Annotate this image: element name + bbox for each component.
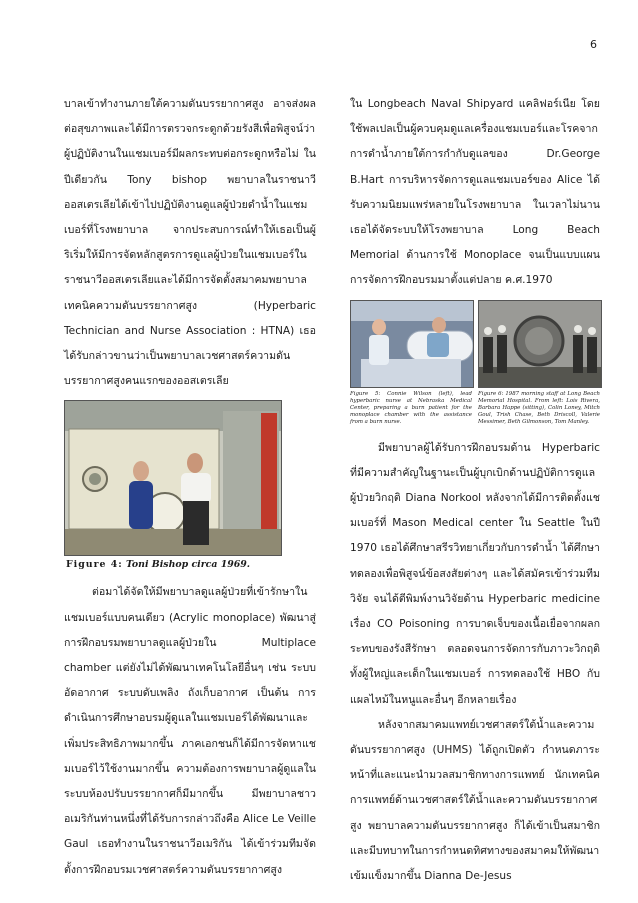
left-column xyxy=(64,92,316,883)
burn-patient-photo-image xyxy=(351,301,473,387)
staff-group-photo-image xyxy=(479,301,601,387)
figure-6-photo xyxy=(478,300,602,388)
figure-4-photo xyxy=(64,400,282,556)
figure-6 xyxy=(478,300,600,426)
right-paragraph-3: หลังจากสมาคมแพทย์เวชศาสตร์ใต้น้ำและความดันบรรยากาศสูง (UHMS) ได้ถูกเปิดตัว กำหนดภาระหน้าที่และแนะนำมวลสมาชิกทางการแพทย์ นักเทคนิคการแพทย์ด้านเวชศาสตร์ใต้น้ำและความดันบรรยากาศสูง พยาบาลความดันบรรยากาศสูง ก็ได้เข้าเป็นสมาชิกและมีบทบาทในการกำหนดทิศทางของสมาคมให้พัฒนาเข้มแข็งมากขึ้น Dianna De-Jesus xyxy=(350,718,600,883)
page-number: 6 xyxy=(590,38,597,51)
figure-row xyxy=(350,300,600,426)
figure-6-caption: Figure 6: 1987 morning staff at Long Beach Memorial Hospital. From left: Lois Rivera, Barbara Happe (sitting), Colin Loney, Mitch Goul, Trish Chase, Beth Driscoll, Valerie Messimer, Beth Gilmonson, Tom Manley. xyxy=(478,390,600,425)
right-paragraph-2: มีพยาบาลผู้ได้รับการฝึกอบรมด้าน Hyperbaric ที่มีความสำคัญในฐานะเป็นผู้บุกเบิกด้านปฏิบัติการดูแลผู้ป่วยวิกฤติ Diana Norkool หลังจากได้มีการติดตั้งแชมเบอร์ที่ Mason Medical center ใน Seattle ในปี 1970 เธอได้ศึกษาสรีรวิทยาเกี่ยวกับการดำน้ำ ได้ศึกษาทดลองเพื่อพิสูจน์ข้อสงสัยต่างๆ และได้สมัครเข้าร่วมทีมวิจัย จนได้ตีพิมพ์งานวิจัยด้าน Hyperbaric medicine เรื่อง CO Poisoning การบาดเจ็บของเนื้อเยื่อจากผลกระทบของรังสีรักษา ตลอดจนการจัดการกับภาวะวิกฤติทั้งผู้ใหญ่และเด็กในแชมเบอร์ การทดลองใช้ HBO กับแผลไหม้ในหนูและอื่นๆ อีกหลายเรื่อง xyxy=(350,441,600,706)
left-paragraph-1: บาลเข้าทำงานภายใต้ความดันบรรยากาศสูง อาจส่งผลต่อสุขภาพและได้มีการตรวจกระดูกด้วยรังสีเพื่อพิสูจน์ว่าผู้ปฏิบัติงานในแชมเบอร์มีผลกระทบต่อกระดูกหรือไม่ ในปีเดียวกัน Tony bishop พยาบาลในราชนาวีออสเตรเลียได้เข้าไปปฏิบัติงานดูแลผู้ป่วยดำน้ำในแชมเบอร์ที่โรงพยาบาล จากประสบการณ์ทำให้เธอเป็นผู้ริเริ่มให้มีการจัดหลักสูตรการดูแลผู้ป่วยในแชมเบอร์ในราชนาวีออสเตรเลียและได้มีการจัดตั้งสมาคมพยาบาลเทคนิคความดันบรรยากาศสูง (Hyperbaric Technician and Nurse Association : HTNA) เธอได้รับกล่าวขานว่าเป็นพยาบาลเวชศาสตร์ความดันบรรยากาศสูงคนแรกของออสเตรเลีย xyxy=(64,98,316,388)
figure-4-caption-text: Toni Bishop circa 1969. xyxy=(126,559,251,571)
chamber-photo-image xyxy=(65,401,281,555)
figure-5-photo xyxy=(350,300,474,388)
figure-5 xyxy=(350,300,472,426)
figure-4 xyxy=(64,400,316,572)
right-paragraph-1: ใน Longbeach Naval Shipyard แคลิฟอร์เนีย โดยใช้พลเปลเป็นผู้ควบคุมดูแลเครื่องแชมเบอร์และโรคจากการดำน้ำภายใต้การกำกับดูแลของ Dr.George B.Hart การบริหารจัดการดูแลแชมเบอร์ของ Alice ได้รับความนิยมแพร่หลายในโรงพยาบาล ในเวลาไม่นานเธอได้จัดระบบให้โรงพยาบาล Long Beach Memorial ด้านการใช้ Monoplace จนเป็นแบบแผนการจัดการฝึกอบรมมาตั้งแต่ปลาย ค.ศ.1970 xyxy=(350,98,600,287)
figure-5-caption: Figure 5: Connie Wilson (left), lead hyperbaric nurse at Nebraska Medical Center, preparing a burn patient for the monoplace chamber with the assistance from a burn nurse. xyxy=(350,390,472,425)
right-column xyxy=(350,92,600,889)
left-paragraph-2: ต่อมาได้จัดให้มีพยาบาลดูแลผู้ป่วยที่เข้ารักษาในแชมเบอร์แบบคนเดียว (Acrylic monoplace) พัฒนาสู่การฝึกอบรมพยาบาลดูแลผู้ป่วยใน Multiplace chamber แต่ยังไม่ได้พัฒนาเทคโนโลยีอื่นๆ เช่น ระบบอัดอากาศ ระบบดับเพลิง ถังเก็บอากาศ เป็นต้น การดำเนินการศึกษาอบรมผู้ดูแลในแชมเบอร์ได้พัฒนาและเพิ่มประสิทธิภาพมากขึ้น ภาคเอกชนก็ได้มีการจัดหาแชมเบอร์ไว้ใช้งานมากขึ้น ความต้องการพยาบาลผู้ดูแลในระบบห้องปรับบรรยากาศก็มีมากขึ้น มีพยาบาลชาวอเมริกันท่านหนึ่งที่ได้รับการกล่าวถึงคือ Alice Le Veille Gaul เธอทำงานในราชนาวีอเมริกัน ได้เข้าร่วมทีมจัดตั้งการฝึกอบรมเวชศาสตร์ความดันบรรยากาศสูง xyxy=(64,586,316,876)
figure-4-label: Figure 4: xyxy=(66,559,123,571)
figure-4-caption xyxy=(66,558,316,572)
